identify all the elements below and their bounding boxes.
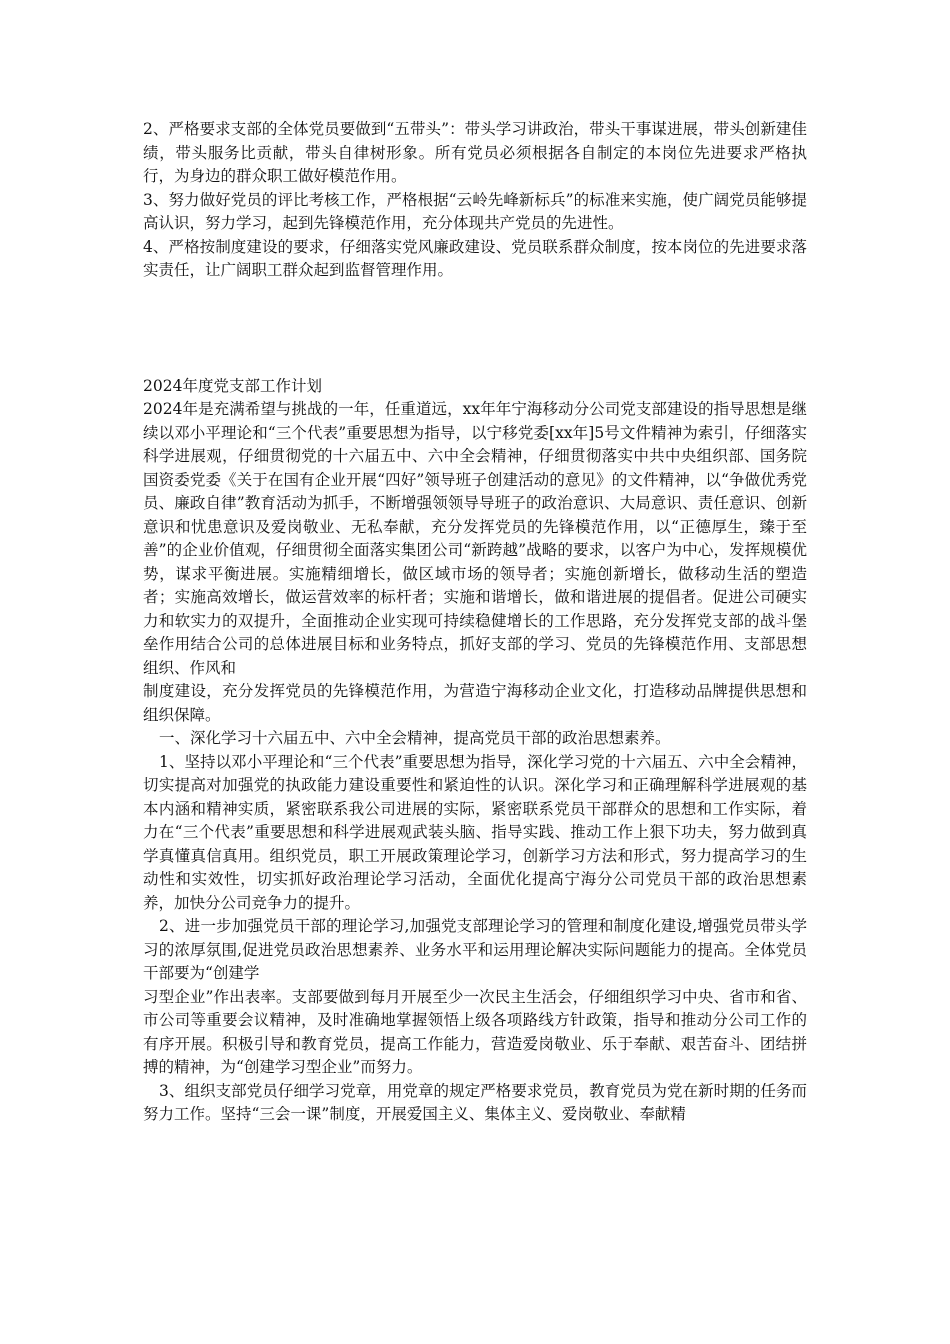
paragraph-item-2: 2、严格要求支部的全体党员要做到“五带头”：带头学习讲政治，带头干事谋进展，带头创新建佳绩，带头服务比贡献，带头自律树形象。所有党员必须根据各自制定的本岗位先进要求严格执行，为身边的群众职工做好模范作用。 [143,120,807,185]
paragraph-item-4: 4、严格按制度建设的要求，仔细落实党风廉政建设、党员联系群众制度，按本岗位的先进要求落实责任，让广阔职工群众起到监督管理作用。 [143,237,807,279]
paragraph-2-continued: 习型企业”作出表率。支部要做到每月开展至少一次民主生活会，仔细组织学习中央、省市和省、市公司等重要会议精神，及时准确地掌握领悟上级各项路线方针政策，指导和推动分公司工作的有序开展。积极引导和教育党员，提高工作能力，营造爱岗敬业、乐于奉献、艰苦奋斗、团结拼搏的精神，为“创建学习型企业”而努力。 [143,987,807,1076]
section-heading-1: 一、深化学习十六届五中、六中全会精神，提高党员干部的政治思想素养。 [159,729,671,747]
document-page [143,118,807,1127]
section-gap [143,283,807,375]
intro-paragraph: 2024年是充满希望与挑战的一年，任重道远，xx年年宁海移动分公司党支部建设的指导思想是继续以邓小平理论和“三个代表”重要思想为指导，以宁移党委[xx年]5号文件精神为索引，仔细落实科学进展观，仔细贯彻党的十六届五中、六中全会精神，仔细贯彻落实中共中央组织部、国务院国资委党委《关于在国有企业开展“四好”领导班子创建活动的意见》的文件精神，以“争做优秀党员、廉政自律”教育活动为抓手，不断增强领领导导班子的政治意识、大局意识、责任意识、创新意识和忧患意识及爱岗敬业、无私奉献，充分发挥党员的先锋模范作用，以“正德厚生，臻于至善”的企业价值观，仔细贯彻全面落实集团公司“新跨越”战略的要求，以客户为中心，发挥规模优势，谋求平衡进展。实施精细增长，做区域市场的领导者；实施创新增长，做移动生活的塑造者；实施高效增长，做运营效率的标杆者；实施和谐增长，做和谐进展的提倡者。促进公司硬实力和软实力的双提升，全面推动企业实现可持续稳健增长的工作思路，充分发挥党支部的战斗堡垒作用结合公司的总体进展目标和业务特点，抓好支部的学习、党员的先锋模范作用、支部思想组织、作风和 [143,400,807,677]
intro-paragraph-continued: 制度建设，充分发挥党员的先锋模范作用，为营造宁海移动企业文化，打造移动品牌提供思想和组织保障。 [143,682,807,724]
paragraph-item-3: 3、努力做好党员的评比考核工作，严格根据“云岭先峰新标兵”的标准来实施，使广阔党员能够提高认识，努力学习，起到先锋模范作用，充分体现共产党员的先进性。 [143,190,807,232]
paragraph-2: 2、进一步加强党员干部的理论学习,加强党支部理论学习的管理和制度化建设,增强党员带头学习的浓厚氛围,促进党员政治思想素养、业务水平和运用理论解决实际问题能力的提高。全体党员干部要为“创建学 [143,917,807,982]
paragraph-3: 3、组织支部党员仔细学习党章，用党章的规定严格要求党员，教育党员为党在新时期的任务而努力工作。坚持“三会一课”制度，开展爱国主义、集体主义、爱岗敬业、奉献精 [143,1081,807,1123]
paragraph-1: 1、坚持以邓小平理论和“三个代表”重要思想为指导，深化学习党的十六届五、六中全会精神，切实提高对加强党的执政能力建设重要性和紧迫性的认识。深化学习和正确理解科学进展观的基本内涵和精神实质，紧密联系我公司进展的实际，紧密联系党员干部群众的思想和工作实际，着力在“三个代表”重要思想和科学进展观武装头脑、指导实践、推动工作上狠下功夫，努力做到真学真懂真信真用。组织党员，职工开展政策理论学习，创新学习方法和形式，努力提高学习的生动性和实效性，切实抓好政治理论学习活动，全面优化提高宁海分公司党员干部的政治思想素养，加快分公司竞争力的提升。 [143,752,807,912]
document-title: 2024年度党支部工作计划 [143,376,322,395]
